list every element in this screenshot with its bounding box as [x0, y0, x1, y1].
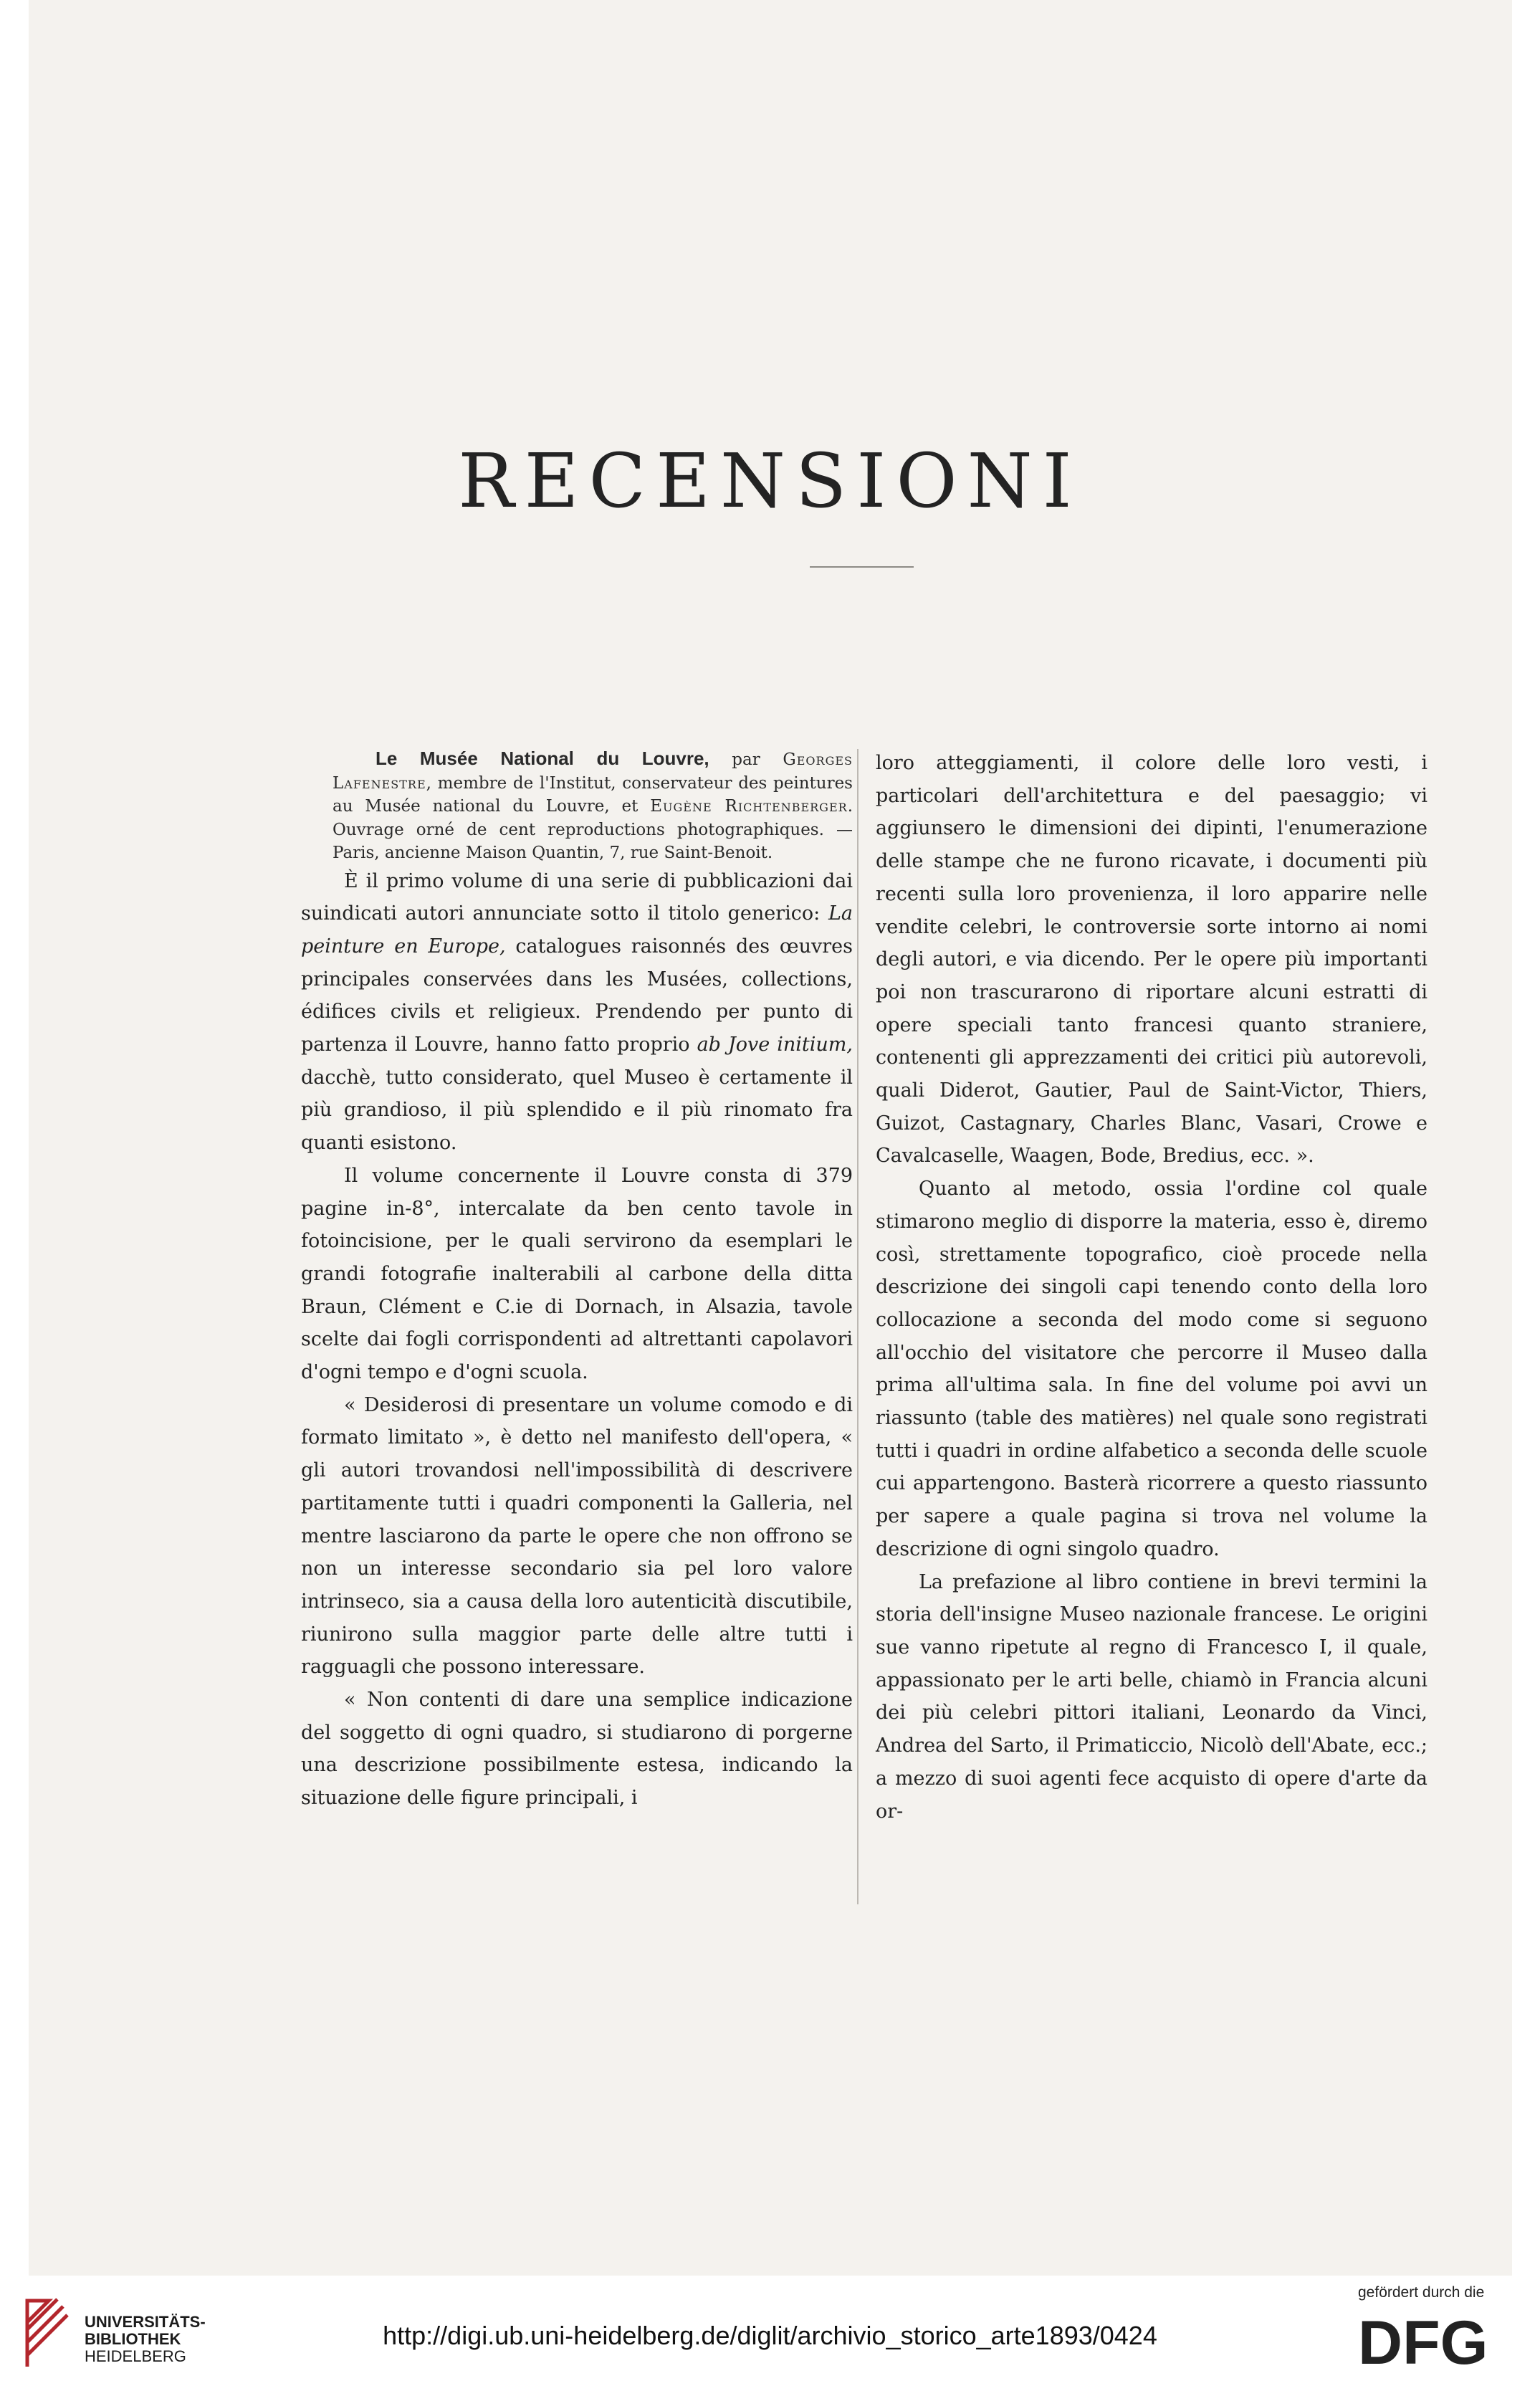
review-heading [301, 747, 853, 865]
paragraph-text: dacchè, tutto considerato, quel Museo è certamente il più grandioso, il più splendido e il più rinomato fra quanti esistono. [301, 1066, 853, 1155]
dfg-logo-icon [1358, 2309, 1508, 2371]
dfg-logo-text: DFG [1358, 2309, 1488, 2371]
library-line-2: BIBLIOTHEK [85, 2330, 181, 2348]
source-url-link[interactable]: http://digi.ub.uni-heidelberg.de/diglit/archivio_storico_arte1893/0424 [383, 2321, 1157, 2350]
right-column [876, 747, 1427, 1828]
paragraph: Il volume concernente il Louvre consta di 379 pagine in-8°, intercalate da ben cento tavole in fotoincisione, per le quali servirono da esemplari le grandi fotografie inalterabili al carbone della ditta Braun, Clément e C.ie di Dornach, in Alsazia, tavole scelte dai fogli corrispondenti ad altrettanti capolavori d'ogni tempo e d'ogni scuola. [301, 1164, 853, 1384]
author-1: Georges Lafenestre [333, 750, 853, 793]
library-line-1: UNIVERSITÄTS- [85, 2313, 206, 2331]
heading-by: par [732, 750, 760, 769]
paragraph: « Non contenti di dare una semplice indicazione del soggetto di ogni quadro, si studiarono di porgerne una descrizione possibilmente estesa, indicando la situazione delle figure principali, i [301, 1689, 853, 1810]
paragraph: La prefazione al libro contiene in brevi termini la storia dell'insigne Museo nazionale francese. Le origini sue vanno ripetute al regno di Francesco I, il quale, appassionato per le arti belle, chiamò in Francia alcuni dei più celebri pittori italiani, Leonardo da Vinci, Andrea del Sarto, il Primaticcio, Nicolò dell'Abate, ecc.; a mezzo di suoi agenti fece acquisto di opere d'arte da or- [876, 1570, 1427, 1823]
author-1-desc: , membre de l'Institut, conservateur des peintures au Musée national du Louvre, et [333, 773, 853, 816]
italic-phrase: ab Jove initium, [697, 1034, 853, 1056]
left-column [301, 747, 853, 1815]
paragraph: « Desiderosi di presentare un volume comodo e di formato limitato », è detto nel manifesto dell'opera, « gli autori trovandosi nell'impossibilità di descrivere partitamente tutti i quadri componenti la Galleria, nel mentre lasciarono da parte le opere che non offrono se non un interesse secondario sia pel loro valore intrinseco, sia a causa della loro autenticità discutibile, riunirono sulla maggior parte delle altre tutti i ragguagli che possono interessare. [301, 1393, 853, 1679]
column-divider [857, 749, 859, 1904]
heading-tail: . Ouvrage orné de cent reproductions photographiques. — Paris, ancienne Maison Quantin, 7, rue Saint-Benoit. [333, 797, 853, 862]
library-line-3: HEIDELBERG [85, 2347, 186, 2365]
author-2: Eugène Richtenberger [650, 797, 848, 816]
paragraph: Quanto al metodo, ossia l'ordine col quale stimarono meglio di disporre la materia, esso è, diremo così, strettamente topografico, cioè procede nella descrizione dei singoli capi tenendo conto della loro collocazione a seconda del modo come si seguono all'occhio del visitatore che percorre il Museo dalla prima all'ultima sala. In fine del volume poi avvi un riassunto (table des matières) nel quale sono registrati tutti i quadri in ordine alfabetico a seconda delle scuole cui appartengono. Basterà ricorrere a questo riassunto per sapere a quale pagina si trova nel volume la descrizione di ogni singolo quadro. [876, 1178, 1427, 1560]
title-rule [810, 566, 914, 568]
funder-caption: gefördert durch die [1358, 2284, 1485, 2301]
page-title: RECENSIONI [458, 437, 1082, 525]
paragraph [301, 865, 853, 1160]
book-title: Le Musée National du Louvre, [376, 748, 709, 769]
italic-title: La peinture en Europe, [301, 902, 853, 958]
paragraph: loro atteggiamenti, il colore delle loro vesti, i particolari dell'architettura e del paesaggio; vi aggiunsero le dimensioni dei dipinti, l'enumerazione delle stampe che ne furono ricavate, i documenti più recenti sulla loro provenienza, il loro apparire nelle vendite celebri, le controversie sorte intorno ai nomi degli autori, e via dicendo. Per le opere più importanti poi non trascurarono di riportare alcuni estratti di opere speciali tanto francesi quanto straniere, contenenti gli apprezzamenti dei critici più autorevoli, quali Diderot, Gautier, Paul de Saint-Victor, Thiers, Guizot, Castagnary, Charles Blanc, Vasari, Crowe e Cavalcaselle, Waagen, Bode, Bredius, ecc. ». [876, 752, 1427, 1168]
paragraph-text: catalogues raisonnés des œuvres principales conservées dans les Musées, collections, édifices civils et religieux. Prendendo per punto di partenza il Louvre, hanno fatto proprio [301, 935, 853, 1056]
paragraph-text: È il primo volume di una serie di pubblicazioni dai suindicati autori annunciate sotto il titolo generico: [301, 869, 853, 925]
